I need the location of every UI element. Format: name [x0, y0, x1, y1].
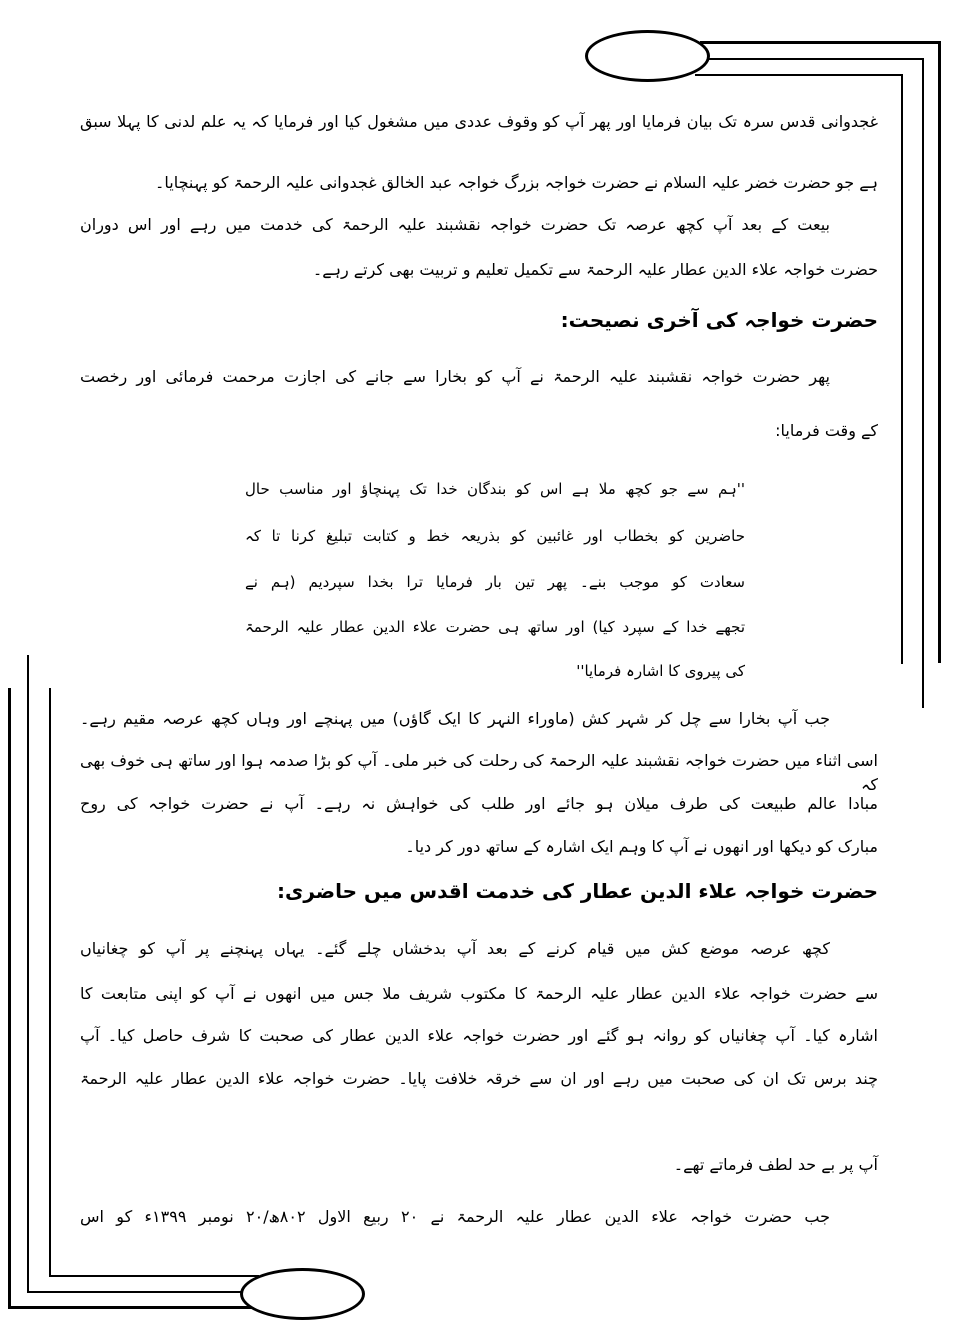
quote-line: کی پیروی کا اشارہ فرمایا'' — [576, 662, 745, 680]
quote-line: سعادت کو موجب بنے۔ پھر تین بار فرمایا ترا بخدا سپردیم (ہم نے — [245, 573, 745, 591]
section-heading: حضرت خواجہ کی آخری نصیحت: — [560, 308, 878, 332]
frame-top-inner — [695, 74, 903, 76]
text-line: مبادا عالم طبیعت کی طرف میلان ہو جائے اور طلب کی خواہش نہ رہے۔ آپ نے حضرت خواجہ کی روح — [80, 794, 878, 813]
text-line: مبارک کو دیکھا اور انھوں نے آپ کا وہم ایک اشارہ کے ساتھ دور کر دیا۔ — [405, 837, 878, 856]
frame-bottom-middle — [27, 1291, 242, 1293]
quote-line: تجھے خدا کے سپرد کیا) اور ساتھ ہی حضرت علاء الدین عطار علیہ الرحمۃ — [245, 618, 745, 636]
frame-right-middle — [922, 58, 924, 708]
frame-left-inner — [49, 688, 51, 1277]
text-line: آپ پر بے حد لطف فرماتے تھے۔ — [673, 1155, 878, 1174]
frame-top-middle — [705, 58, 924, 60]
section-heading: حضرت خواجہ علاء الدین عطار کی خدمت اقدس میں حاضری: — [277, 879, 878, 903]
text-line: غجدوانی قدس سرہ تک بیان فرمایا اور پھر آپ کو وقوف عددی میں مشغول کیا اور فرمایا کہ یہ علم لدنی کا پہلا سبق — [80, 112, 878, 131]
bottom-oval-ornament — [240, 1268, 365, 1320]
text-line: جب آپ بخارا سے چل کر شہر کش (ماوراء النہر کا ایک گاؤں) میں پہنچے اور وہاں کچھ عرصہ مقیم رہے۔ — [80, 709, 831, 728]
text-line: حضرت خواجہ علاء الدین عطار علیہ الرحمۃ سے تکمیل تعلیم و تربیت بھی کرتے رہے۔ — [312, 260, 878, 279]
top-oval-ornament — [585, 30, 710, 82]
text-line: ہے جو حضرت خضر علیہ السلام نے حضرت خواجہ بزرگ خواجہ عبد الخالق غجدوانی علیہ الرحمۃ کو پہنچایا۔ — [155, 173, 878, 192]
frame-left-middle — [27, 655, 29, 1293]
quote-line: حاضرین کو بخطاب اور غائبین کو بذریعہ خط و کتابت تبلیغ کرنا تا کہ — [245, 527, 745, 545]
frame-top-outer — [700, 41, 941, 44]
frame-bottom-inner — [49, 1275, 259, 1277]
text-line: اسی اثناء میں حضرت خواجہ نقشبند علیہ الرحمۃ کی رحلت کی خبر ملی۔ آپ کو بڑا صدمہ ہوا اور ساتھ ہی خوف بھی کہ — [80, 751, 878, 794]
frame-right-inner — [901, 74, 903, 664]
frame-left-outer — [8, 688, 11, 1309]
text-line: کچھ عرصہ موضع کش میں قیام کرنے کے بعد آپ بدخشاں چلے گئے۔ یہاں پہنچنے پر آپ کو چغانیاں — [80, 939, 830, 958]
text-line: کے وقت فرمایا: — [775, 421, 878, 440]
quote-line: ''ہم سے جو کچھ ملا ہے اس کو بندگان خدا تک پہنچاؤ اور مناسب حال — [245, 480, 745, 498]
text-line: اشارہ کیا۔ آپ چغانیاں کو روانہ ہو گئے اور حضرت خواجہ علاء الدین عطار کی صحبت کا شرف حاصل کیا۔ آپ — [80, 1026, 878, 1045]
text-line: پھر حضرت خواجہ نقشبند علیہ الرحمۃ نے آپ کو بخارا سے جانے کی اجازت مرحمت فرمائی اور رخصت — [80, 367, 830, 386]
text-line: بیعت کے بعد آپ کچھ عرصہ تک حضرت خواجہ نقشبند علیہ الرحمۃ کی خدمت میں رہے اور اس دوران — [80, 215, 830, 234]
text-line: سے حضرت خواجہ علاء الدین عطار علیہ الرحمۃ کا مکتوب شریف ملا جس میں انھوں نے آپ کو اپنی متابعت کا — [80, 984, 878, 1003]
text-line: چند برس تک ان کی صحبت میں رہے اور ان سے خرقہ خلافت پایا۔ حضرت خواجہ علاء الدین عطار علیہ الرحمۃ — [80, 1069, 878, 1088]
text-line: جب حضرت خواجہ علاء الدین عطار علیہ الرحمۃ نے ۲۰ ربیع الاول ۸۰۲ھ/۲۰ نومبر ۱۳۹۹ء کو اس — [80, 1207, 831, 1226]
frame-bottom-outer — [8, 1306, 253, 1309]
frame-right-outer — [938, 41, 941, 663]
